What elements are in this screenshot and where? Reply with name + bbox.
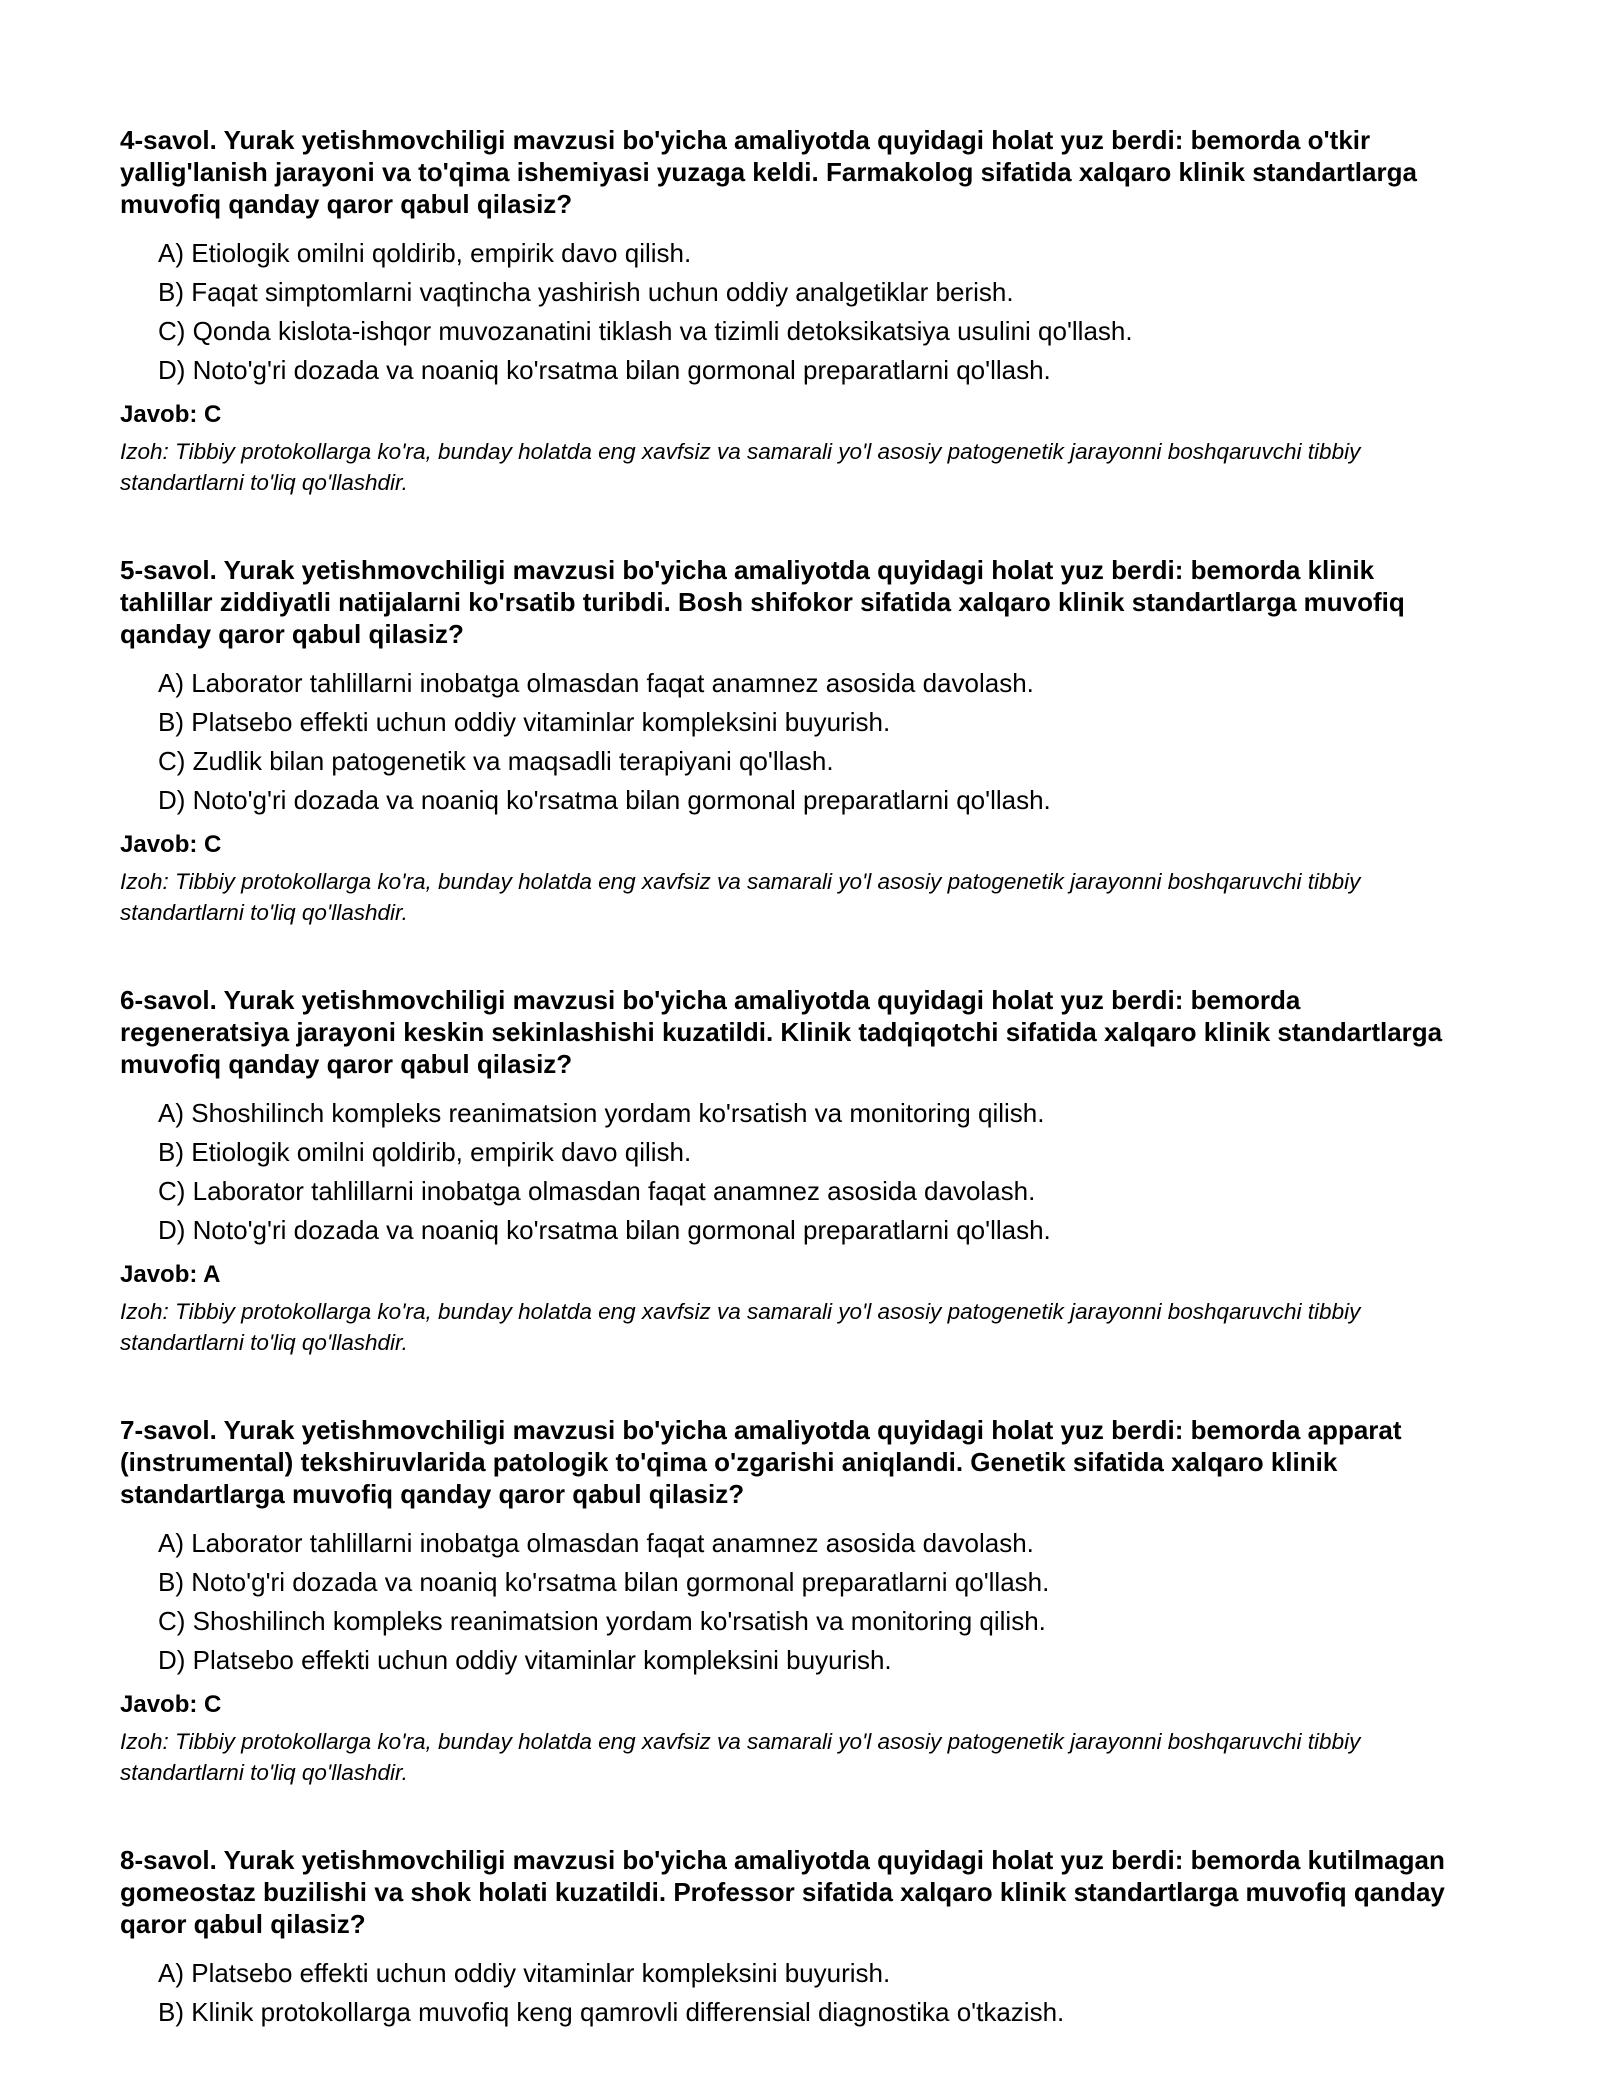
option-c: C) Zudlik bilan patogenetik va maqsadli terapiyani qo'llash. [158, 746, 834, 776]
options-list [120, 234, 1460, 390]
option-c: C) Laborator tahlillarni inobatga olmasdan faqat anamnez asosida davolash. [158, 1176, 1036, 1206]
explanation-note: Izoh: Tibbiy protokollarga ko'ra, bunday holatda eng xavfsiz va samarali yo'l asosiy patogenetik jarayonni boshqaruvchi tibbiy standartlarni to'liq qo'llashdir. [120, 1299, 1361, 1355]
question-block-4 [120, 124, 1460, 498]
question-text: 6-savol. Yurak yetishmovchiligi mavzusi bo'yicha amaliyotda quyidagi holat yuz berdi: bemorda regeneratsiya jarayoni keskin sekinlashishi kuzatildi. Klinik tadqiqotchi sifatida xalqaro klinik standartlarga muvofiq qanday qaror qabul qilasiz? [120, 985, 1443, 1079]
option-b: B) Noto'g'ri dozada va noaniq ko'rsatma bilan gormonal preparatlarni qo'llash. [158, 1567, 1050, 1597]
option-b: B) Etiologik omilni qoldirib, empirik davo qilish. [158, 1137, 692, 1167]
question-block-7 [120, 1414, 1460, 1788]
option-a: A) Platsebo effekti uchun oddiy vitaminlar kompleksini buyurish. [158, 1958, 891, 1988]
option-b: B) Klinik protokollarga muvofiq keng qamrovli differensial diagnostika o'tkazish. [158, 1997, 1065, 2027]
option-a: A) Shoshilinch kompleks reanimatsion yordam ko'rsatish va monitoring qilish. [158, 1098, 1045, 1128]
document-page [120, 124, 1460, 2088]
option-c: C) Qonda kislota-ishqor muvozanatini tiklash va tizimli detoksikatsiya usulini qo'llash. [158, 316, 1133, 346]
option-a: A) Etiologik omilni qoldirib, empirik davo qilish. [158, 238, 692, 268]
question-block-5 [120, 554, 1460, 928]
answer-text: Javob: A [120, 1261, 221, 1288]
option-a: A) Laborator tahlillarni inobatga olmasdan faqat anamnez asosida davolash. [158, 1528, 1034, 1558]
options-list [120, 1094, 1460, 1250]
options-list [120, 1524, 1460, 1680]
answer-text: Javob: C [120, 401, 222, 428]
option-d: D) Noto'g'ri dozada va noaniq ko'rsatma bilan gormonal preparatlarni qo'llash. [158, 355, 1051, 385]
explanation-note: Izoh: Tibbiy protokollarga ko'ra, bunday holatda eng xavfsiz va samarali yo'l asosiy patogenetik jarayonni boshqaruvchi tibbiy standartlarni to'liq qo'llashdir. [120, 439, 1361, 495]
question-text: 4-savol. Yurak yetishmovchiligi mavzusi bo'yicha amaliyotda quyidagi holat yuz berdi: bemorda o'tkir yallig'lanish jarayoni va to'qima ishemiyasi yuzaga keldi. Farmakolog sifatida xalqaro klinik standartlarga muvofiq qanday qaror qabul qilasiz? [120, 125, 1417, 219]
option-b: B) Platsebo effekti uchun oddiy vitaminlar kompleksini buyurish. [158, 707, 891, 737]
answer-text: Javob: C [120, 831, 222, 858]
option-b: B) Faqat simptomlarni vaqtincha yashirish uchun oddiy analgetiklar berish. [158, 277, 1014, 307]
option-c: C) Shoshilinch kompleks reanimatsion yordam ko'rsatish va monitoring qilish. [158, 1606, 1046, 1636]
question-text: 8-savol. Yurak yetishmovchiligi mavzusi bo'yicha amaliyotda quyidagi holat yuz berdi: bemorda kutilmagan gomeostaz buzilishi va shok holati kuzatildi. Professor sifatida xalqaro klinik standartlarga muvofiq qanday qaror qabul qilasiz? [120, 1845, 1445, 1939]
options-list [120, 1954, 1460, 2032]
option-d: D) Platsebo effekti uchun oddiy vitaminlar kompleksini buyurish. [158, 1645, 892, 1675]
question-text: 7-savol. Yurak yetishmovchiligi mavzusi bo'yicha amaliyotda quyidagi holat yuz berdi: bemorda apparat (instrumental) tekshiruvlarida patologik to'qima o'zgarishi aniqlandi. Genetik sifatida xalqaro klinik standartlarga muvofiq qanday qaror qabul qilasiz? [120, 1415, 1402, 1509]
options-list [120, 664, 1460, 820]
question-block-6 [120, 984, 1460, 1358]
answer-text: Javob: C [120, 1691, 222, 1718]
explanation-note: Izoh: Tibbiy protokollarga ko'ra, bunday holatda eng xavfsiz va samarali yo'l asosiy patogenetik jarayonni boshqaruvchi tibbiy standartlarni to'liq qo'llashdir. [120, 869, 1361, 925]
question-text: 5-savol. Yurak yetishmovchiligi mavzusi bo'yicha amaliyotda quyidagi holat yuz berdi: bemorda klinik tahlillar ziddiyatli natijalarni ko'rsatib turibdi. Bosh shifokor sifatida xalqaro klinik standartlarga muvofiq qanday qaror qabul qilasiz? [120, 555, 1405, 649]
option-d: D) Noto'g'ri dozada va noaniq ko'rsatma bilan gormonal preparatlarni qo'llash. [158, 1215, 1051, 1245]
explanation-note: Izoh: Tibbiy protokollarga ko'ra, bunday holatda eng xavfsiz va samarali yo'l asosiy patogenetik jarayonni boshqaruvchi tibbiy standartlarni to'liq qo'llashdir. [120, 1729, 1361, 1785]
option-d: D) Noto'g'ri dozada va noaniq ko'rsatma bilan gormonal preparatlarni qo'llash. [158, 785, 1051, 815]
option-a: A) Laborator tahlillarni inobatga olmasdan faqat anamnez asosida davolash. [158, 668, 1034, 698]
question-block-8 [120, 1844, 1460, 2032]
